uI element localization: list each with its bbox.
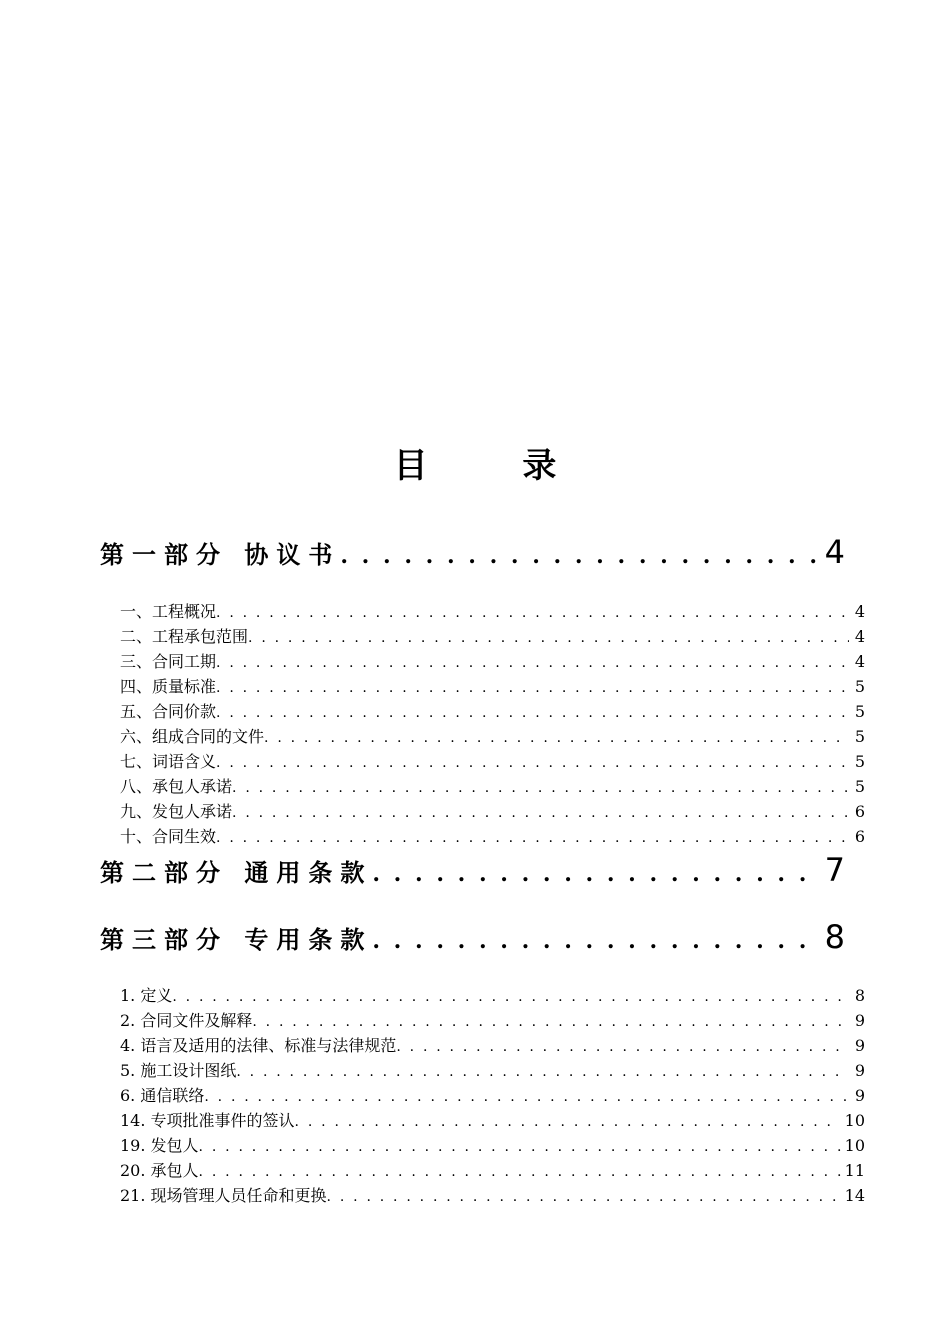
toc-item-label: 6. 通信联络 [120, 1086, 205, 1105]
toc-page-number: 8 [824, 918, 845, 956]
toc-item[interactable] [120, 1183, 865, 1208]
toc-item-label: 六、组成合同的文件 [120, 727, 265, 746]
toc-page-number: 9 [854, 1011, 865, 1030]
dot-leader [340, 540, 820, 569]
toc-item[interactable] [120, 1058, 865, 1083]
toc-page-number: 4 [854, 627, 865, 646]
toc-item-label: 二、工程承包范围 [120, 627, 249, 646]
toc-item-label: 4. 语言及适用的法律、标准与法律规范 [120, 1036, 397, 1055]
toc-item-label: 九、发包人承诺 [120, 802, 233, 821]
dot-leader [204, 1083, 849, 1108]
toc-item-label: 五、合同价款 [120, 702, 217, 721]
toc-page-number: 8 [854, 986, 865, 1005]
toc-item[interactable] [120, 1083, 865, 1108]
toc-item[interactable] [120, 599, 865, 624]
toc-page-number: 9 [854, 1061, 865, 1080]
toc-page-number: 5 [854, 702, 865, 721]
toc-item[interactable] [120, 774, 865, 799]
dot-leader [264, 724, 849, 749]
toc-item[interactable] [120, 699, 865, 724]
dot-leader [396, 1033, 849, 1058]
toc-item-label: 十、合同生效 [120, 827, 217, 846]
toc-item[interactable] [120, 983, 865, 1008]
toc-item-label: 14. 专项批准事件的签认 [120, 1111, 295, 1130]
dot-leader [216, 749, 849, 774]
toc-part-2[interactable] [100, 851, 845, 899]
toc-part-label: 第一部分 协议书 [100, 540, 341, 569]
toc-page-number: 14 [844, 1186, 865, 1205]
page-title: 目 录 [393, 446, 557, 486]
toc-item-label: 1. 定义 [120, 986, 173, 1005]
dot-leader [295, 1108, 841, 1133]
toc-part-label: 第三部分 专用条款 [100, 925, 373, 954]
dot-leader [232, 774, 849, 799]
dot-leader [372, 858, 820, 887]
toc-item-label: 八、承包人承诺 [120, 777, 233, 796]
toc-page-number: 4 [824, 533, 845, 571]
toc-part-3[interactable] [100, 918, 845, 966]
toc-page-number: 6 [854, 802, 865, 821]
toc-item[interactable] [120, 724, 865, 749]
toc-item-label: 七、词语含义 [120, 752, 217, 771]
toc-item-label: 一、工程概况 [120, 602, 217, 621]
toc-page-number: 10 [844, 1111, 865, 1130]
toc-page-number: 9 [854, 1086, 865, 1105]
toc-item-label: 21. 现场管理人员任命和更换 [120, 1186, 327, 1205]
dot-leader [216, 599, 849, 624]
dot-leader [199, 1133, 841, 1158]
toc-page-number: 10 [844, 1136, 865, 1155]
toc-page-number: 6 [854, 827, 865, 846]
toc-item[interactable] [120, 1108, 865, 1133]
toc-item[interactable] [120, 799, 865, 824]
dot-leader [199, 1158, 841, 1183]
toc-part-label: 第二部分 通用条款 [100, 858, 373, 887]
dot-leader [216, 649, 849, 674]
dot-leader [216, 674, 849, 699]
toc-page-number: 7 [824, 851, 845, 889]
toc-item-label: 19. 发包人 [120, 1136, 199, 1155]
toc-page-number: 4 [854, 652, 865, 671]
dot-leader [216, 699, 849, 724]
dot-leader [327, 1183, 841, 1208]
toc-item[interactable] [120, 1033, 865, 1058]
toc-part-1[interactable] [100, 533, 845, 581]
toc-item[interactable] [120, 824, 865, 849]
toc-page-number: 5 [854, 677, 865, 696]
toc-item[interactable] [120, 1008, 865, 1033]
toc-page-number: 5 [854, 727, 865, 746]
toc-item-label: 20. 承包人 [120, 1161, 199, 1180]
toc-page-number: 11 [844, 1161, 865, 1180]
toc-page-number: 4 [854, 602, 865, 621]
toc-item[interactable] [120, 1158, 865, 1183]
toc-item[interactable] [120, 674, 865, 699]
toc-item[interactable] [120, 1133, 865, 1158]
dot-leader [216, 824, 849, 849]
toc-item[interactable] [120, 749, 865, 774]
toc-item[interactable] [120, 624, 865, 649]
dot-leader [248, 624, 849, 649]
toc-item-label: 四、质量标准 [120, 677, 217, 696]
toc-page-number: 5 [854, 777, 865, 796]
toc-item-label: 5. 施工设计图纸 [120, 1061, 237, 1080]
dot-leader [372, 925, 820, 954]
toc-item-label: 三、合同工期 [120, 652, 217, 671]
toc-item-label: 2. 合同文件及解释 [120, 1011, 253, 1030]
dot-leader [252, 1008, 849, 1033]
toc-page-number: 5 [854, 752, 865, 771]
dot-leader [172, 983, 849, 1008]
toc-page-number: 9 [854, 1036, 865, 1055]
dot-leader [236, 1058, 849, 1083]
toc-item[interactable] [120, 649, 865, 674]
dot-leader [232, 799, 849, 824]
